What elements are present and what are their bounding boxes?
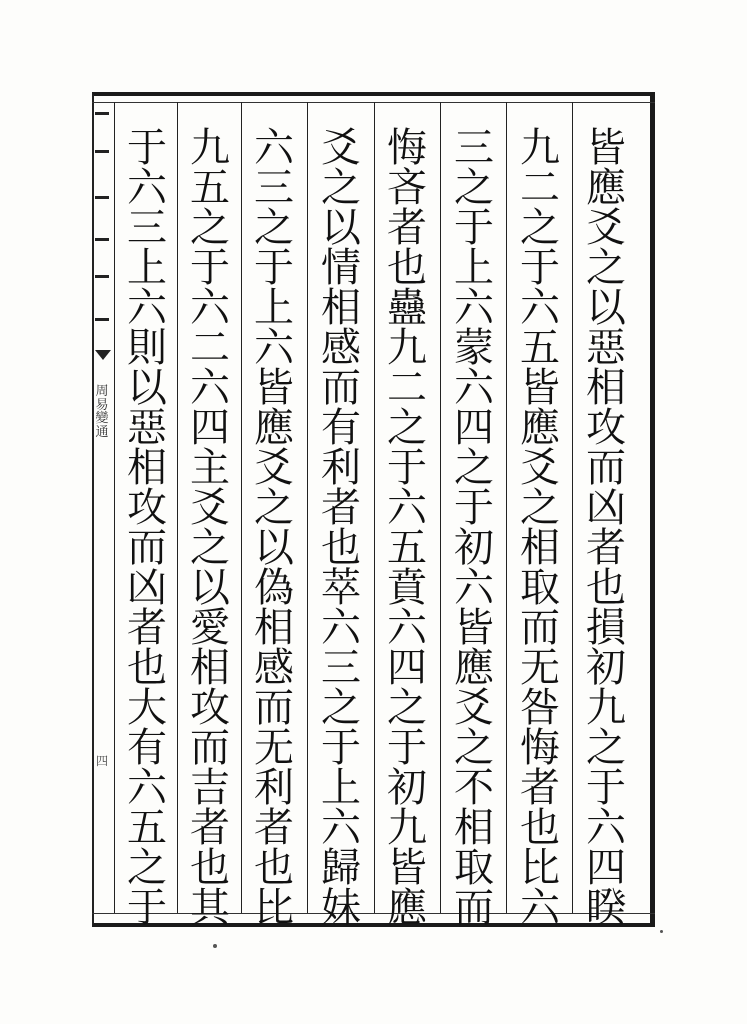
text-column: 九 五 之 于 六 二 六 四 主 爻 之 以 愛 相 攻 而 吉 者 也 其 xyxy=(190,125,230,931)
column-rule xyxy=(374,102,375,913)
margin-title: 周 易 變 通 xyxy=(95,384,109,440)
print-speck xyxy=(660,930,663,933)
strip-mark xyxy=(95,275,109,278)
text-column: 三 之 于 上 六 蒙 六 四 之 于 初 六 皆 應 爻 之 不 相 取 而 xyxy=(454,125,494,931)
strip-mark xyxy=(95,112,109,115)
column-rule xyxy=(307,102,308,913)
strip-mark xyxy=(95,318,109,321)
print-speck xyxy=(213,944,217,948)
text-column: 于 六 三 上 六 則 以 惡 相 攻 而 凶 者 也 大 有 六 五 之 于 xyxy=(127,125,167,931)
strip-mark xyxy=(95,238,109,241)
text-column: 九 二 之 于 六 五 皆 應 爻 之 相 取 而 无 咎 悔 者 也 比 六 xyxy=(520,125,560,931)
text-column: 爻 之 以 情 相 感 而 有 利 者 也 萃 六 三 之 于 上 六 歸 妹 xyxy=(321,125,361,931)
column-rule xyxy=(440,102,441,913)
text-column: 悔 吝 者 也 蠱 九 二 之 于 六 五 賁 六 四 之 于 初 九 皆 應 xyxy=(387,125,427,931)
margin-page-number: 四 xyxy=(95,754,108,768)
center-fold-strip xyxy=(92,102,114,913)
strip-mark xyxy=(95,196,109,199)
text-column: 皆 應 爻 之 以 惡 相 攻 而 凶 者 也 損 初 九 之 于 六 四 睽 xyxy=(586,125,626,931)
text-column: 六 三 之 于 上 六 皆 應 爻 之 以 偽 相 感 而 无 利 者 也 比 xyxy=(254,125,294,931)
column-rule xyxy=(506,102,507,913)
column-rule xyxy=(114,102,115,913)
column-rule xyxy=(177,102,178,913)
column-rule xyxy=(572,102,573,913)
fishtail-mark xyxy=(95,350,111,360)
strip-mark xyxy=(95,150,109,153)
column-rule xyxy=(241,102,242,913)
